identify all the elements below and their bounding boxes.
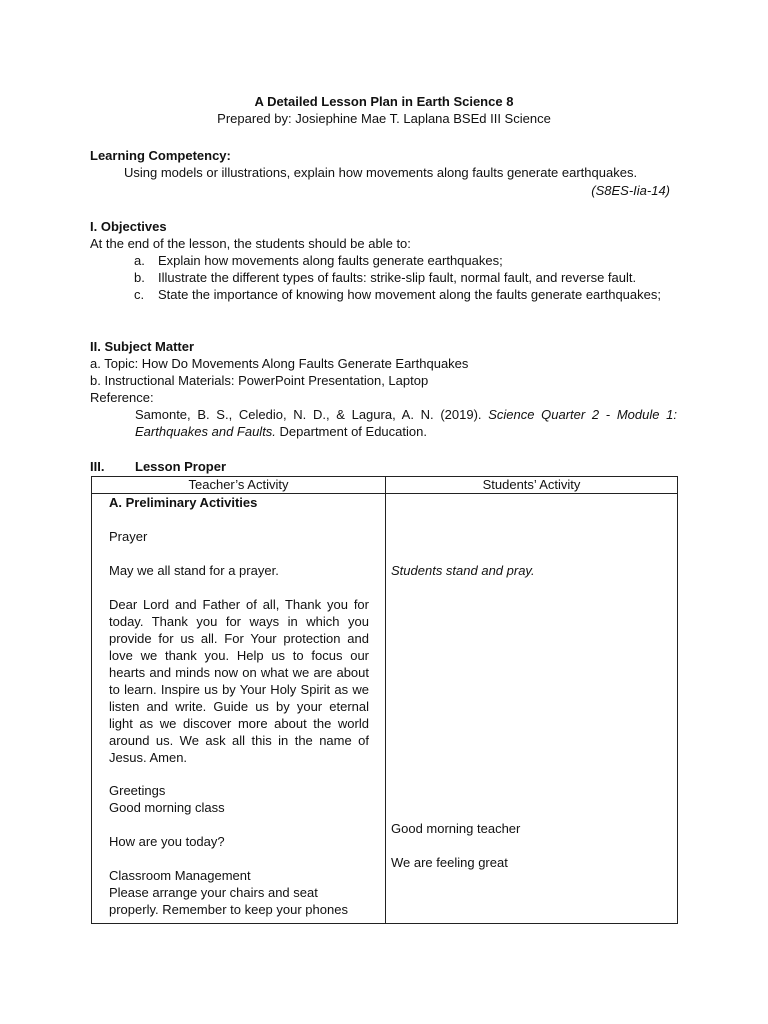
students-column-header: Students’ Activity [386,477,678,494]
reference-authors: Samonte, B. S., Celedio, N. D., & Lagura, A. N. (2019). [135,407,489,422]
student-response-pray: Students stand and pray. [391,563,535,578]
prayer-call: May we all stand for a prayer. [109,563,279,578]
prayer-label: Prayer [109,529,148,544]
subject-materials: b. Instructional Materials: PowerPoint Presentation, Laptop [90,373,429,388]
objective-letter: a. [134,253,145,268]
table-header-row [92,477,678,494]
competency-code: (S8ES-Iia-14) [591,183,670,198]
preliminary-activities-heading: A. Preliminary Activities [109,495,258,510]
reference-publisher: Department of Education. [275,424,427,439]
classroom-management-label: Classroom Management [109,868,251,883]
objective-letter: b. [134,270,145,285]
objective-letter: c. [134,287,145,302]
competency-text: Using models or illustrations, explain how movements along faults generate earthquakes. [124,165,638,180]
lesson-proper-heading: Lesson Proper [135,459,227,474]
objective-text: Explain how movements along faults generate earthquakes; [158,253,503,268]
greeting-text: Good morning class [109,800,225,815]
document-title: A Detailed Lesson Plan in Earth Science 8 [254,94,514,109]
students-activity-cell [386,494,678,924]
classroom-management-text: Please arrange your chairs and seat properly. Remember to keep your phones [109,885,348,917]
lesson-table [91,476,678,924]
table-row [92,494,678,924]
reference-label: Reference: [90,390,154,405]
objective-text: State the importance of knowing how movement along the faults generate earthquakes; [158,287,661,302]
reference-citation [135,406,677,440]
student-response-greeting: Good morning teacher [391,821,521,836]
teacher-activity-cell [92,494,386,924]
reference-title: Science Quarter 2 - Module 1: Earthquakes and Faults. [135,407,677,439]
how-are-you-text: How are you today? [109,834,225,849]
greetings-label: Greetings [109,783,166,798]
prepared-by: Prepared by: Josiephine Mae T. Laplana BSEd III Science [217,111,551,126]
subject-matter-heading: II. Subject Matter [90,339,195,354]
competency-heading: Learning Competency: [90,148,231,163]
objectives-intro: At the end of the lesson, the students should be able to: [90,236,411,251]
lesson-proper-number: III. [90,459,105,474]
teacher-column-header: Teacher’s Activity [92,477,386,494]
student-response-feeling: We are feeling great [391,855,508,870]
prayer-text: Dear Lord and Father of all, Thank you for today. Thank you for ways in which you provide for us all. For Your protection and love we thank you. Help us to focus our hearts and minds now on what we are about to learn. Inspire us by Your Holy Spirit as we listen and write. Guide us by your eternal light as we discover more about the world around us. We ask all this in the name of Jesus. Amen. [109,597,369,765]
objective-text: Illustrate the different types of faults: strike-slip fault, normal fault, and reverse fault. [158,270,637,285]
subject-topic: a. Topic: How Do Movements Along Faults Generate Earthquakes [90,356,469,371]
objectives-heading: I. Objectives [90,219,167,234]
